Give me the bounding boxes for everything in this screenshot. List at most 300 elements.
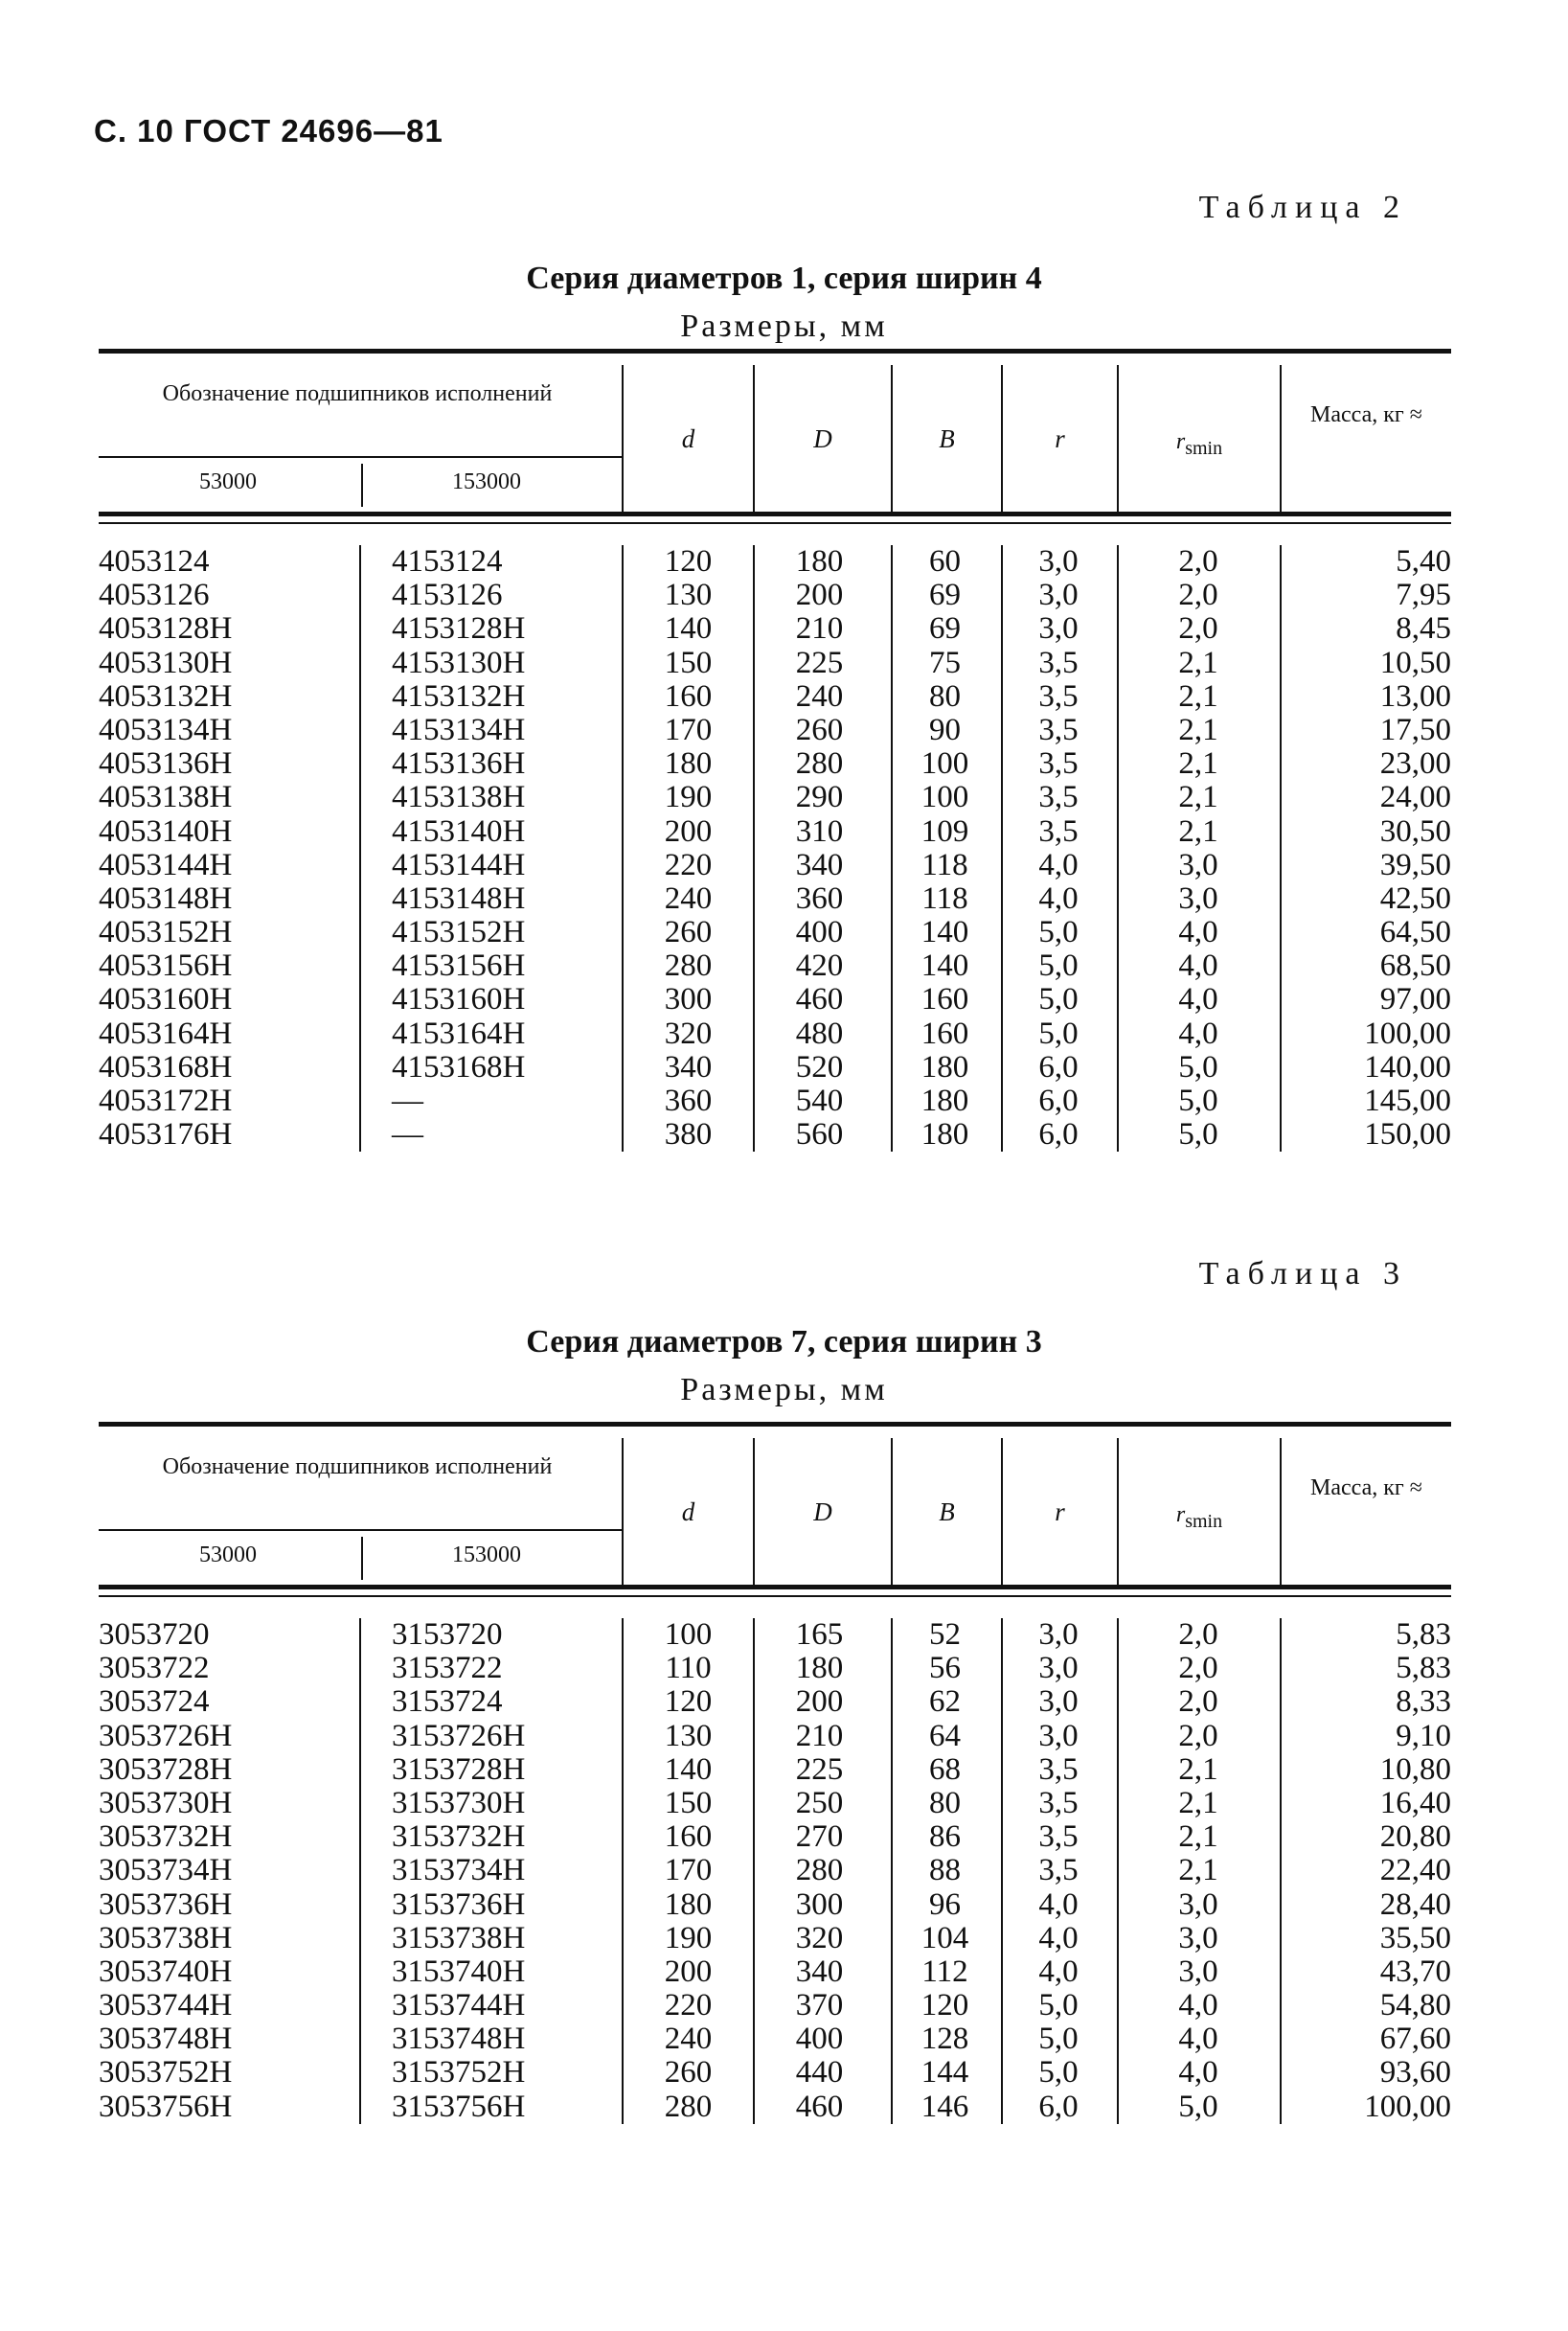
D-value: 280 — [795, 746, 844, 782]
r-value: 3,5 — [1038, 712, 1079, 747]
r-value: 3,0 — [1038, 611, 1079, 647]
r-value: 6,0 — [1038, 1117, 1079, 1153]
r-value: 3,5 — [1038, 813, 1079, 849]
D-value: 165 — [795, 1617, 844, 1652]
designation-53000: 3053732H — [99, 1819, 233, 1855]
mass-value: 9,10 — [1396, 1718, 1451, 1753]
r-value: 3,5 — [1038, 1853, 1079, 1888]
r-value: 5,0 — [1038, 948, 1079, 984]
mass-value: 22,40 — [1379, 1853, 1451, 1888]
table-row — [99, 815, 1451, 849]
D-header: D — [813, 424, 832, 453]
D-value: 540 — [795, 1084, 844, 1118]
rsmin-value: 2,1 — [1178, 813, 1218, 849]
table-row — [99, 1017, 1451, 1051]
designation-153000: 4153124 — [392, 544, 503, 579]
table-3-body — [99, 1618, 1451, 2124]
d-value: 200 — [664, 813, 713, 849]
B-value: 75 — [929, 645, 961, 680]
mass-value: 20,80 — [1379, 1819, 1451, 1855]
table-row — [99, 1820, 1451, 1854]
mass-value: 140,00 — [1364, 1049, 1451, 1085]
designation-153000: 4153132H — [392, 678, 526, 714]
d-value: 360 — [664, 1084, 713, 1118]
designation-53000: 3053720 — [99, 1617, 210, 1652]
mass-value: 100,00 — [1364, 2089, 1451, 2124]
table-3-units: Размеры, мм — [680, 1372, 888, 1407]
rsmin-value: 3,0 — [1178, 1954, 1218, 1989]
designation-153000: 4153140H — [392, 813, 526, 849]
r-value: 3,5 — [1038, 1785, 1079, 1820]
table-row — [99, 579, 1451, 612]
designation-53000: 3053748H — [99, 2022, 233, 2057]
d-value: 300 — [664, 982, 713, 1017]
table-row — [99, 1753, 1451, 1787]
d-value: 190 — [664, 780, 713, 815]
mass-value: 150,00 — [1364, 1117, 1451, 1153]
d-value: 160 — [664, 678, 713, 714]
D-value: 400 — [795, 2022, 844, 2057]
designation-153000: 4153148H — [392, 880, 526, 916]
designation-53000: 4053126 — [99, 578, 210, 613]
table-row — [99, 1685, 1451, 1719]
r-value: 3,5 — [1038, 678, 1079, 714]
designation-153000: 3153738H — [392, 1920, 526, 1955]
B-value: 64 — [929, 1718, 961, 1753]
mass-value: 67,60 — [1379, 2022, 1451, 2057]
mass-value: 5,40 — [1396, 544, 1451, 579]
designation-53000: 3053740H — [99, 1954, 233, 1989]
designation-153000: 4153160H — [392, 982, 526, 1017]
rsmin-value: 3,0 — [1178, 847, 1218, 882]
rsmin-value: 4,0 — [1178, 948, 1218, 984]
mass-value: 13,00 — [1379, 678, 1451, 714]
r-value: 4,0 — [1038, 1920, 1079, 1955]
rsmin-value: 4,0 — [1178, 2022, 1218, 2057]
d-value: 180 — [664, 746, 713, 782]
mass-value: 8,33 — [1396, 1684, 1451, 1720]
rsmin-value: 3,0 — [1178, 880, 1218, 916]
table-2-units: Размеры, мм — [680, 309, 888, 344]
B-header: B — [939, 424, 955, 453]
B-value: 104 — [920, 1920, 969, 1955]
r-value: 4,0 — [1038, 1954, 1079, 1989]
rsmin-value: 2,1 — [1178, 780, 1218, 815]
r-value: 5,0 — [1038, 982, 1079, 1017]
designation-153000: — — [392, 1117, 423, 1153]
designation-53000: 4053172H — [99, 1084, 233, 1118]
designation-153000: — — [392, 1084, 423, 1118]
mass-header: Масса, кг ≈ — [1310, 402, 1422, 427]
B-value: 144 — [920, 2055, 969, 2091]
r-value: 3,5 — [1038, 1751, 1079, 1787]
table-row — [99, 680, 1451, 714]
D-value: 520 — [795, 1049, 844, 1085]
B-value: 120 — [920, 1988, 969, 2023]
B-value: 100 — [920, 746, 969, 782]
rsmin-value: 2,1 — [1178, 712, 1218, 747]
B-value: 56 — [929, 1651, 961, 1686]
designation-153000: 3153736H — [392, 1886, 526, 1922]
designation-153000: 4153144H — [392, 847, 526, 882]
B-value: 86 — [929, 1819, 961, 1855]
table-2-header — [99, 349, 1451, 516]
designation-53000: 4053156H — [99, 948, 233, 984]
table-row — [99, 1051, 1451, 1085]
D-value: 560 — [795, 1117, 844, 1153]
designation-53000: 3053756H — [99, 2089, 233, 2124]
rsmin-value: 2,1 — [1178, 1751, 1218, 1787]
D-value: 250 — [795, 1785, 844, 1820]
d-value: 260 — [664, 2055, 713, 2091]
table-row — [99, 1955, 1451, 1989]
r-value: 5,0 — [1038, 1988, 1079, 2023]
r-value: 5,0 — [1038, 2055, 1079, 2091]
mass-value: 100,00 — [1364, 1016, 1451, 1051]
table-3-label: Таблица 3 — [1198, 1256, 1407, 1291]
designation-53000: 4053140H — [99, 813, 233, 849]
D-value: 225 — [795, 1751, 844, 1787]
B-value: 118 — [921, 880, 968, 916]
rsmin-header: $r_{smin}$ — [1175, 1502, 1223, 1532]
d-value: 280 — [664, 948, 713, 984]
rsmin-value: 2,0 — [1178, 1617, 1218, 1652]
designation-153000: 3153752H — [392, 2055, 526, 2091]
rsmin-value: 2,1 — [1178, 645, 1218, 680]
d-value: 260 — [664, 915, 713, 950]
table-row — [99, 882, 1451, 916]
designation-53000: 4053164H — [99, 1016, 233, 1051]
mass-value: 17,50 — [1379, 712, 1451, 747]
r-value: 3,0 — [1038, 1617, 1079, 1652]
d-value: 240 — [664, 880, 713, 916]
B-value: 68 — [929, 1751, 961, 1787]
mass-header: Масса, кг ≈ — [1310, 1475, 1422, 1500]
B-value: 60 — [929, 544, 961, 579]
mass-value: 24,00 — [1379, 780, 1451, 815]
table-3-title: Серия диаметров 7, серия ширин 3 — [526, 1324, 1042, 1360]
B-value: 69 — [929, 578, 961, 613]
B-value: 112 — [921, 1954, 968, 1989]
designation-153000: 3153732H — [392, 1819, 526, 1855]
rsmin-value: 2,0 — [1178, 578, 1218, 613]
d-value: 160 — [664, 1819, 713, 1855]
B-value: 180 — [920, 1084, 969, 1118]
designation-53000: 4053168H — [99, 1049, 233, 1085]
designation-153000: 3153724 — [392, 1684, 503, 1720]
designation-153000: 4153130H — [392, 645, 526, 680]
D-value: 480 — [795, 1016, 844, 1051]
D-header: D — [813, 1497, 832, 1526]
designation-53000: 3053738H — [99, 1920, 233, 1955]
designation-53000: 3053728H — [99, 1751, 233, 1787]
B-value: 180 — [920, 1117, 969, 1153]
B-value: 180 — [920, 1049, 969, 1085]
designation-153000: 3153726H — [392, 1718, 526, 1753]
table-2 — [99, 349, 1451, 1152]
r-value: 3,0 — [1038, 544, 1079, 579]
r-value: 4,0 — [1038, 1886, 1079, 1922]
r-value: 3,5 — [1038, 1819, 1079, 1855]
B-value: 80 — [929, 1785, 961, 1820]
designation-53000: 3053722 — [99, 1651, 210, 1686]
designation-153000: 4153164H — [392, 1016, 526, 1051]
designation-53000: 3053736H — [99, 1886, 233, 1922]
table-row — [99, 1989, 1451, 2022]
d-value: 220 — [664, 1988, 713, 2023]
designation-53000: 4053132H — [99, 678, 233, 714]
designation-153000: 3153730H — [392, 1785, 526, 1820]
designation-153000: 4153152H — [392, 915, 526, 950]
designation-153000: 3153728H — [392, 1751, 526, 1787]
rsmin-value: 2,0 — [1178, 611, 1218, 647]
mass-value: 68,50 — [1379, 948, 1451, 984]
table-row — [99, 1888, 1451, 1922]
B-value: 62 — [929, 1684, 961, 1720]
designation-153000: 4153134H — [392, 712, 526, 747]
table-row — [99, 1922, 1451, 1955]
sub2-header: 153000 — [452, 1543, 521, 1567]
r-value: 5,0 — [1038, 915, 1079, 950]
mass-value: 7,95 — [1396, 578, 1451, 613]
mass-value: 23,00 — [1379, 746, 1451, 782]
D-value: 460 — [795, 982, 844, 1017]
table-row — [99, 1085, 1451, 1118]
d-value: 190 — [664, 1920, 713, 1955]
d-value: 100 — [664, 1617, 713, 1652]
d-value: 380 — [664, 1117, 713, 1153]
rsmin-value: 2,0 — [1178, 1651, 1218, 1686]
D-value: 225 — [795, 645, 844, 680]
r-header: r — [1055, 424, 1065, 453]
r-value: 3,5 — [1038, 780, 1079, 815]
designation-53000: 3053744H — [99, 1988, 233, 2023]
sub1-header: 53000 — [199, 1543, 257, 1567]
r-value: 3,0 — [1038, 578, 1079, 613]
rsmin-value: 2,1 — [1178, 678, 1218, 714]
B-value: 109 — [920, 813, 969, 849]
D-value: 180 — [795, 544, 844, 579]
table-row — [99, 781, 1451, 814]
table-row — [99, 747, 1451, 781]
d-value: 150 — [664, 1785, 713, 1820]
table-row — [99, 2091, 1451, 2124]
designation-153000: 4153126 — [392, 578, 503, 613]
D-value: 340 — [795, 1954, 844, 1989]
d-header: d — [681, 1497, 695, 1526]
D-value: 210 — [795, 1718, 844, 1753]
designation-153000: 4153156H — [392, 948, 526, 984]
B-value: 146 — [920, 2089, 969, 2124]
d-header: d — [681, 424, 695, 453]
r-value: 3,5 — [1038, 746, 1079, 782]
designation-153000: 3153722 — [392, 1651, 503, 1686]
D-value: 210 — [795, 611, 844, 647]
designation-153000: 4153168H — [392, 1049, 526, 1085]
d-value: 240 — [664, 2022, 713, 2057]
designation-53000: 3053752H — [99, 2055, 233, 2091]
r-value: 3,0 — [1038, 1718, 1079, 1753]
rsmin-header: $r_{smin}$ — [1175, 429, 1223, 459]
sub1-header: 53000 — [199, 469, 257, 494]
d-value: 280 — [664, 2089, 713, 2124]
D-value: 440 — [795, 2055, 844, 2091]
rsmin-value: 2,0 — [1178, 544, 1218, 579]
B-value: 90 — [929, 712, 961, 747]
designation-153000: 3153720 — [392, 1617, 503, 1652]
table-3-header — [99, 1422, 1451, 1589]
designation-header: Обозначение подшипников исполнений — [162, 1454, 553, 1479]
designation-153000: 3153756H — [392, 2089, 526, 2124]
designation-153000: 3153734H — [392, 1853, 526, 1888]
d-value: 200 — [664, 1954, 713, 1989]
designation-153000: 3153744H — [392, 1988, 526, 2023]
B-value: 100 — [920, 780, 969, 815]
d-value: 320 — [664, 1016, 713, 1051]
designation-153000: 4153128H — [392, 611, 526, 647]
table-row — [99, 714, 1451, 747]
designation-53000: 4053176H — [99, 1117, 233, 1153]
B-value: 80 — [929, 678, 961, 714]
table-row — [99, 849, 1451, 882]
r-value: 4,0 — [1038, 880, 1079, 916]
D-value: 260 — [795, 712, 844, 747]
mass-value: 10,50 — [1379, 645, 1451, 680]
r-value: 6,0 — [1038, 1084, 1079, 1118]
D-value: 300 — [795, 1886, 844, 1922]
table-row — [99, 1787, 1451, 1820]
D-value: 270 — [795, 1819, 844, 1855]
designation-153000: 4153136H — [392, 746, 526, 782]
sub2-header: 153000 — [452, 469, 521, 494]
designation-53000: 4053144H — [99, 847, 233, 882]
designation-153000: 4153138H — [392, 780, 526, 815]
table-2-title: Серия диаметров 1, серия ширин 4 — [526, 261, 1042, 296]
mass-value: 8,45 — [1396, 611, 1451, 647]
B-value: 140 — [920, 948, 969, 984]
mass-value: 43,70 — [1379, 1954, 1451, 1989]
table-row — [99, 949, 1451, 983]
table-2-body — [99, 545, 1451, 1152]
page-header: С. 10 ГОСТ 24696—81 — [94, 113, 443, 149]
rsmin-value: 2,1 — [1178, 746, 1218, 782]
mass-value: 64,50 — [1379, 915, 1451, 950]
D-value: 200 — [795, 578, 844, 613]
designation-53000: 4053160H — [99, 982, 233, 1017]
r-value: 3,0 — [1038, 1651, 1079, 1686]
r-value: 5,0 — [1038, 1016, 1079, 1051]
d-value: 130 — [664, 578, 713, 613]
table-row — [99, 1720, 1451, 1753]
table-row — [99, 916, 1451, 949]
r-value: 5,0 — [1038, 2022, 1079, 2057]
d-value: 180 — [664, 1886, 713, 1922]
r-value: 6,0 — [1038, 2089, 1079, 2124]
designation-53000: 3053726H — [99, 1718, 233, 1753]
D-value: 460 — [795, 2089, 844, 2124]
rsmin-value: 2,0 — [1178, 1684, 1218, 1720]
B-value: 88 — [929, 1853, 961, 1888]
B-value: 52 — [929, 1617, 961, 1652]
table-row — [99, 983, 1451, 1017]
rsmin-value: 3,0 — [1178, 1920, 1218, 1955]
table-row — [99, 1854, 1451, 1887]
table-row — [99, 1118, 1451, 1152]
B-value: 118 — [921, 847, 968, 882]
d-value: 110 — [665, 1651, 712, 1686]
mass-value: 5,83 — [1396, 1651, 1451, 1686]
table-row — [99, 647, 1451, 680]
d-value: 120 — [664, 544, 713, 579]
D-value: 280 — [795, 1853, 844, 1888]
designation-53000: 4053136H — [99, 746, 233, 782]
d-value: 140 — [664, 1751, 713, 1787]
rsmin-value: 3,0 — [1178, 1886, 1218, 1922]
mass-value: 10,80 — [1379, 1751, 1451, 1787]
rsmin-value: 2,0 — [1178, 1718, 1218, 1753]
mass-value: 28,40 — [1379, 1886, 1451, 1922]
rsmin-value: 4,0 — [1178, 1988, 1218, 2023]
D-value: 240 — [795, 678, 844, 714]
mass-value: 39,50 — [1379, 847, 1451, 882]
d-value: 170 — [664, 712, 713, 747]
D-value: 400 — [795, 915, 844, 950]
rsmin-value: 5,0 — [1178, 1049, 1218, 1085]
d-value: 140 — [664, 611, 713, 647]
B-value: 69 — [929, 611, 961, 647]
mass-value: 97,00 — [1379, 982, 1451, 1017]
designation-53000: 4053134H — [99, 712, 233, 747]
table-row — [99, 2022, 1451, 2056]
rsmin-value: 4,0 — [1178, 915, 1218, 950]
r-value: 3,5 — [1038, 645, 1079, 680]
designation-53000: 3053734H — [99, 1853, 233, 1888]
rsmin-value: 2,1 — [1178, 1819, 1218, 1855]
B-value: 160 — [920, 982, 969, 1017]
D-value: 320 — [795, 1920, 844, 1955]
designation-53000: 4053124 — [99, 544, 210, 579]
mass-value: 35,50 — [1379, 1920, 1451, 1955]
mass-value: 54,80 — [1379, 1988, 1451, 2023]
rsmin-value: 2,1 — [1178, 1785, 1218, 1820]
table-2-label: Таблица 2 — [1198, 190, 1407, 225]
D-value: 290 — [795, 780, 844, 815]
designation-53000: 4053130H — [99, 645, 233, 680]
d-value: 120 — [664, 1684, 713, 1720]
d-value: 130 — [664, 1718, 713, 1753]
mass-value: 93,60 — [1379, 2055, 1451, 2091]
table-row — [99, 1652, 1451, 1685]
r-value: 4,0 — [1038, 847, 1079, 882]
designation-53000: 3053724 — [99, 1684, 210, 1720]
d-value: 170 — [664, 1853, 713, 1888]
rsmin-value: 4,0 — [1178, 2055, 1218, 2091]
D-value: 310 — [795, 813, 844, 849]
D-value: 360 — [795, 880, 844, 916]
designation-header: Обозначение подшипников исполнений — [162, 381, 553, 406]
B-header: B — [939, 1497, 955, 1526]
d-value: 220 — [664, 847, 713, 882]
designation-53000: 4053148H — [99, 880, 233, 916]
rsmin-value: 4,0 — [1178, 1016, 1218, 1051]
D-value: 340 — [795, 847, 844, 882]
table-row — [99, 2056, 1451, 2090]
D-value: 370 — [795, 1988, 844, 2023]
r-value: 3,0 — [1038, 1684, 1079, 1720]
table-3 — [99, 1422, 1451, 2124]
B-value: 128 — [920, 2022, 969, 2057]
d-value: 340 — [664, 1049, 713, 1085]
